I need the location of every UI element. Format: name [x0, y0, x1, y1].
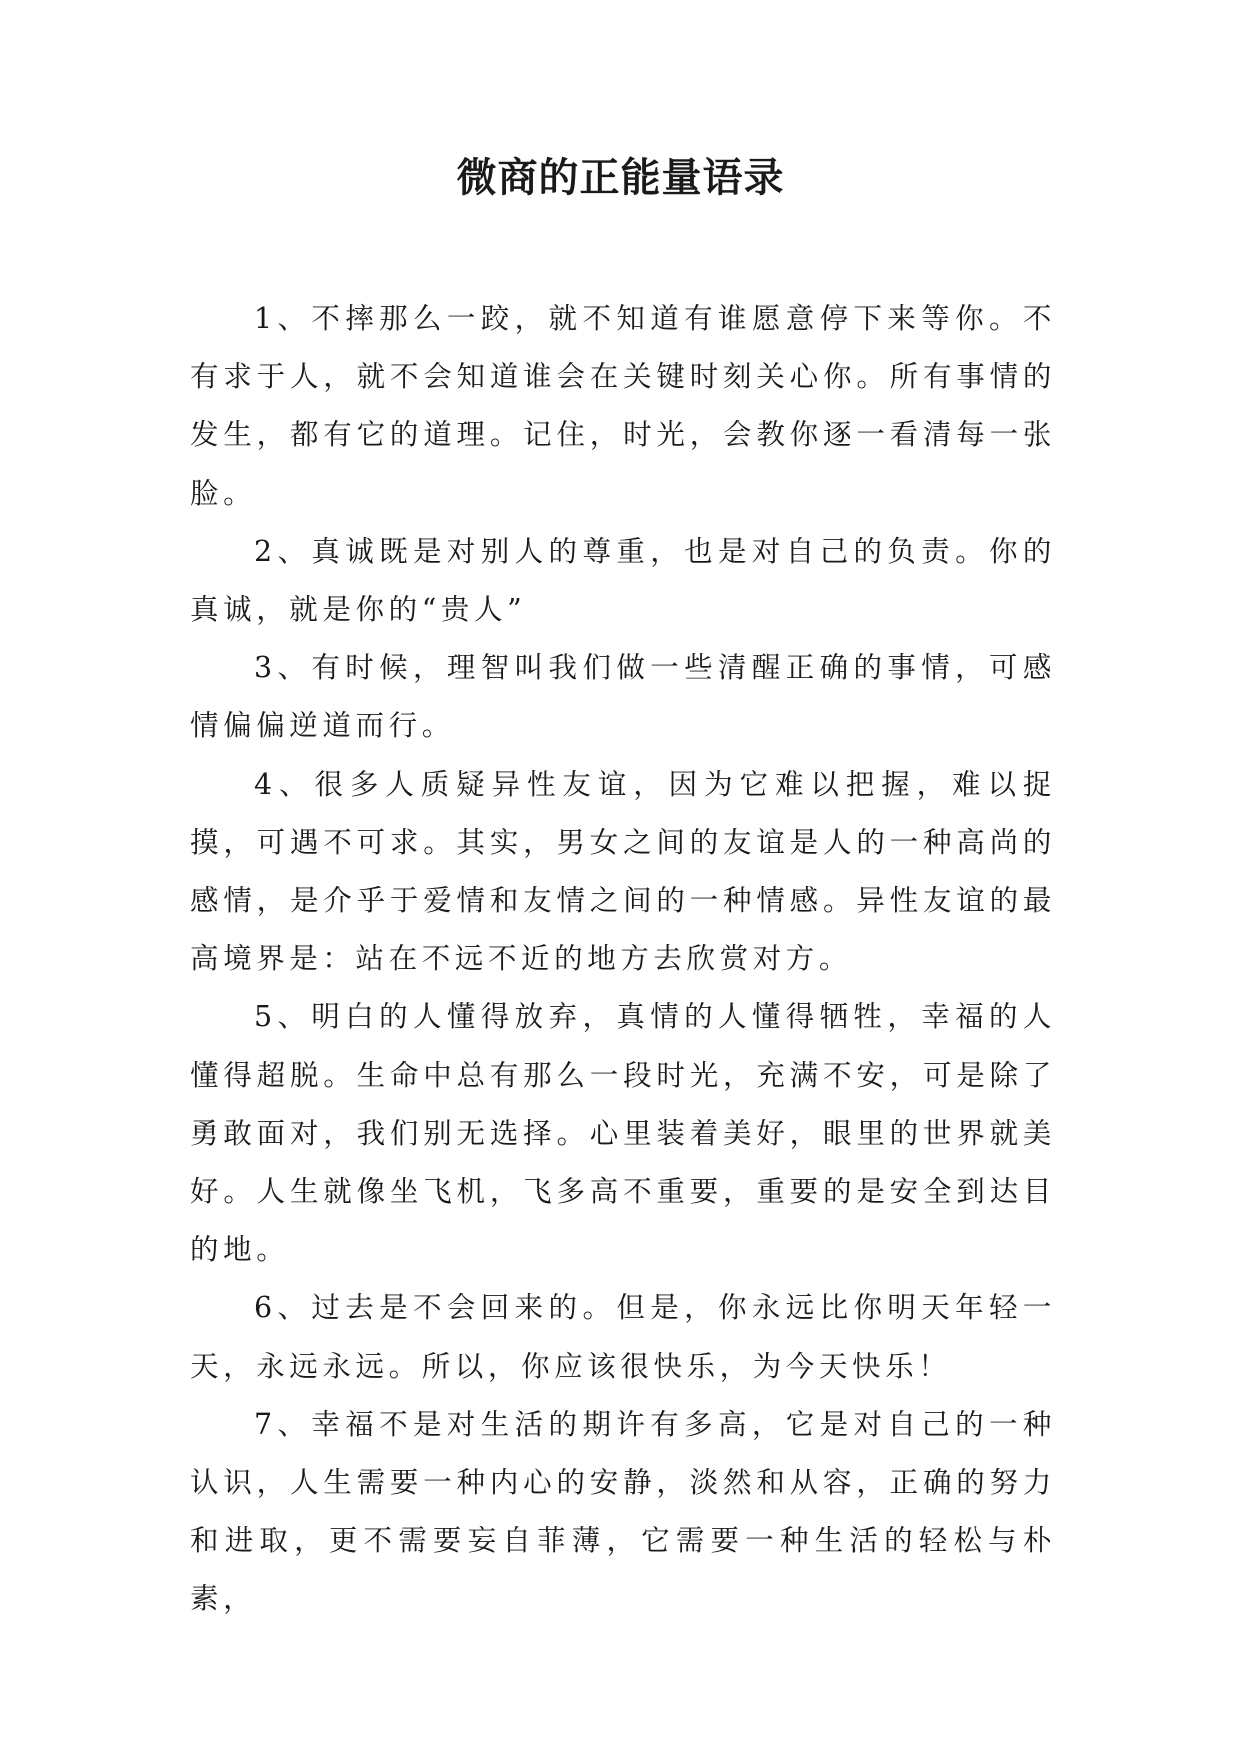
paragraph-4: 4、很多人质疑异性友谊，因为它难以把握，难以捉摸，可遇不可求。其实，男女之间的友谊是人的一种高尚的感情，是介乎于爱情和友情之间的一种情感。异性友谊的最高境界是：站在不远不近的地方去欣赏对方。: [190, 767, 1056, 976]
paragraph-1: 1、不摔那么一跤，就不知道有谁愿意停下来等你。不有求于人，就不会知道谁会在关键时刻关心你。所有事情的发生，都有它的道理。记住，时光，会教你逐一看清每一张脸。: [190, 302, 1056, 510]
paragraph-3: 3、有时候，理智叫我们做一些清醒正确的事情，可感情偏偏逆道而行。: [190, 651, 1056, 743]
paragraph-7: 7、幸福不是对生活的期许有多高，它是对自己的一种认识，人生需要一种内心的安静，淡然和从容，正确的努力和进取，更不需要妄自菲薄，它需要一种生活的轻松与朴素，: [190, 1407, 1056, 1616]
paragraph-6: 6、过去是不会回来的。但是，你永远比你明天年轻一天，永远永远。所以，你应该很快乐，为今天快乐！: [190, 1291, 1056, 1383]
paragraph-2: 2、真诚既是对别人的尊重，也是对自己的负责。你的真诚，就是你的“贵人”: [190, 534, 1056, 627]
document-body: [190, 290, 1056, 1629]
page-title: 微商的正能量语录: [456, 155, 785, 201]
paragraph-5: 5、明白的人懂得放弃，真情的人懂得牺牲，幸福的人懂得超脱。生命中总有那么一段时光，充满不安，可是除了勇敢面对，我们别无选择。心里装着美好，眼里的世界就美好。人生就像坐飞机，飞多高不重要，重要的是安全到达目的地。: [190, 1000, 1056, 1267]
